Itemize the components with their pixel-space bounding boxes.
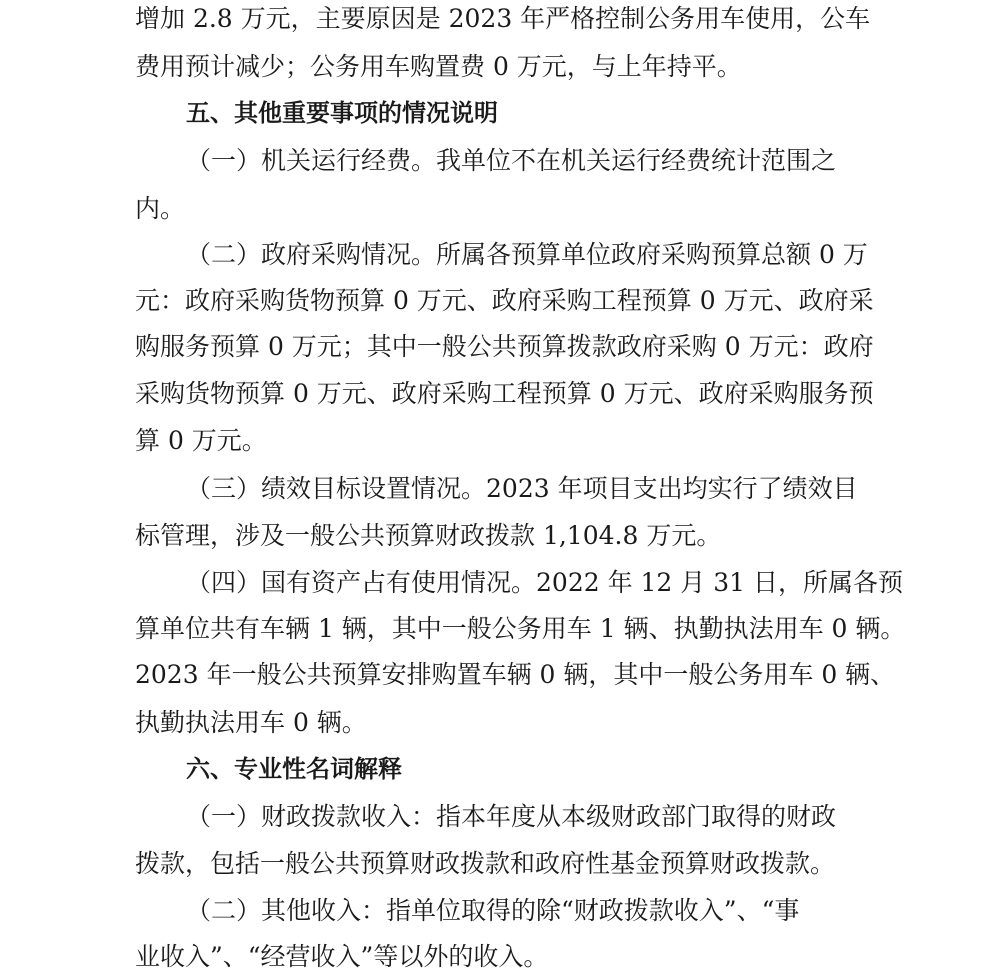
paragraph-line: 元：政府采购货物预算 0 万元、政府采购工程预算 0 万元、政府采 bbox=[135, 286, 874, 315]
paragraph-line: 拨款，包括一般公共预算财政拨款和政府性基金预算财政拨款。 bbox=[135, 849, 836, 878]
paragraph-line: （一）机关运行经费。我单位不在机关运行经费统计范围之 bbox=[186, 146, 837, 175]
paragraph-line: 内。 bbox=[135, 194, 186, 223]
paragraph-line: （一）财政拨款收入：指本年度从本级财政部门取得的财政 bbox=[186, 802, 837, 831]
paragraph-line: （三）绩效目标设置情况。2023 年项目支出均实行了绩效目 bbox=[186, 474, 858, 503]
paragraph-line: 费用预计减少；公务用车购置费 0 万元，与上年持平。 bbox=[135, 52, 742, 81]
paragraph-line: 算 0 万元。 bbox=[135, 426, 267, 455]
paragraph-line: 采购货物预算 0 万元、政府采购工程预算 0 万元、政府采购服务预 bbox=[135, 379, 874, 408]
section-heading-six: 六、专业性名词解释 bbox=[186, 755, 402, 783]
paragraph-line: 业收入”、“经营收入”等以外的收入。 bbox=[135, 942, 549, 971]
paragraph-line: 2023 年一般公共预算安排购置车辆 0 辆，其中一般公务用车 0 辆、 bbox=[135, 660, 896, 689]
paragraph-line: （二）政府采购情况。所属各预算单位政府采购预算总额 0 万 bbox=[186, 240, 868, 269]
paragraph-line: 执勤执法用车 0 辆。 bbox=[135, 708, 367, 737]
paragraph-line: （四）国有资产占有使用情况。2022 年 12 月 31 日，所属各预 bbox=[186, 568, 903, 597]
paragraph-line: （二）其他收入：指单位取得的除“财政拨款收入”、“事 bbox=[186, 896, 800, 925]
section-heading-five: 五、其他重要事项的情况说明 bbox=[186, 99, 498, 127]
paragraph-line: 增加 2.8 万元，主要原因是 2023 年严格控制公务用车使用，公车 bbox=[135, 4, 871, 33]
paragraph-line: 标管理，涉及一般公共预算财政拨款 1,104.8 万元。 bbox=[135, 521, 722, 550]
paragraph-line: 购服务预算 0 万元；其中一般公共预算拨款政府采购 0 万元：政府 bbox=[135, 332, 874, 361]
paragraph-line: 算单位共有车辆 1 辆，其中一般公务用车 1 辆、执勤执法用车 0 辆。 bbox=[135, 614, 906, 643]
